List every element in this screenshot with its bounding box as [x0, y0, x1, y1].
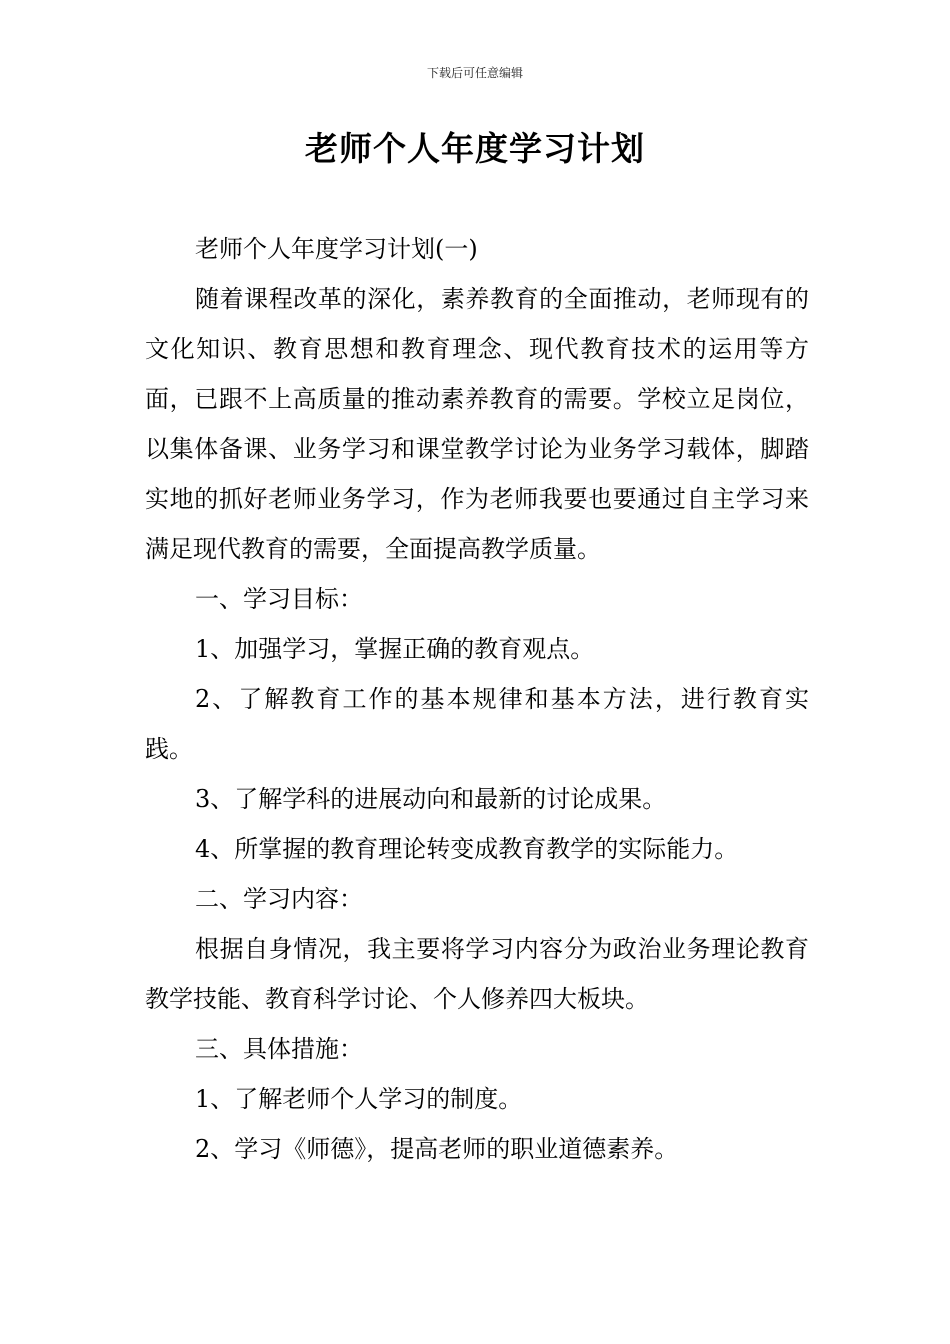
subtitle-paragraph: 老师个人年度学习计划(一)	[195, 235, 478, 263]
document-title: 老师个人年度学习计划	[305, 129, 645, 168]
header-note: 下载后可任意编辑	[426, 66, 523, 80]
document-body	[145, 224, 809, 1174]
goal-item-4: 4、所掌握的教育理论转变成教育教学的实际能力。	[195, 835, 739, 863]
goal-item-2: 2、了解教育工作的基本规律和基本方法，进行教育实践。	[145, 685, 809, 763]
goal-item-3: 3、了解学科的进展动向和最新的讨论成果。	[195, 785, 667, 813]
measure-item-1: 1、了解老师个人学习的制度。	[195, 1085, 523, 1113]
goal-item-1: 1、加强学习，掌握正确的教育观点。	[195, 635, 595, 663]
section-heading-goals: 一、学习目标：	[195, 585, 363, 613]
content-paragraph: 根据自身情况，我主要将学习内容分为政治业务理论教育教学技能、教育科学讨论、个人修养四大板块。	[145, 935, 809, 1013]
section-heading-measures: 三、具体措施：	[195, 1035, 363, 1063]
measure-item-2: 2、学习《师德》，提高老师的职业道德素养。	[195, 1135, 679, 1163]
section-heading-content: 二、学习内容：	[195, 885, 363, 913]
intro-paragraph: 随着课程改革的深化，素养教育的全面推动，老师现有的文化知识、教育思想和教育理念、现代教育技术的运用等方面，已跟不上高质量的推动素养教育的需要。学校立足岗位，以集体备课、业务学习和课堂教学讨论为业务学习载体，脚踏实地的抓好老师业务学习，作为老师我要也要通过自主学习来满足现代教育的需要，全面提高教学质量。	[145, 285, 809, 563]
